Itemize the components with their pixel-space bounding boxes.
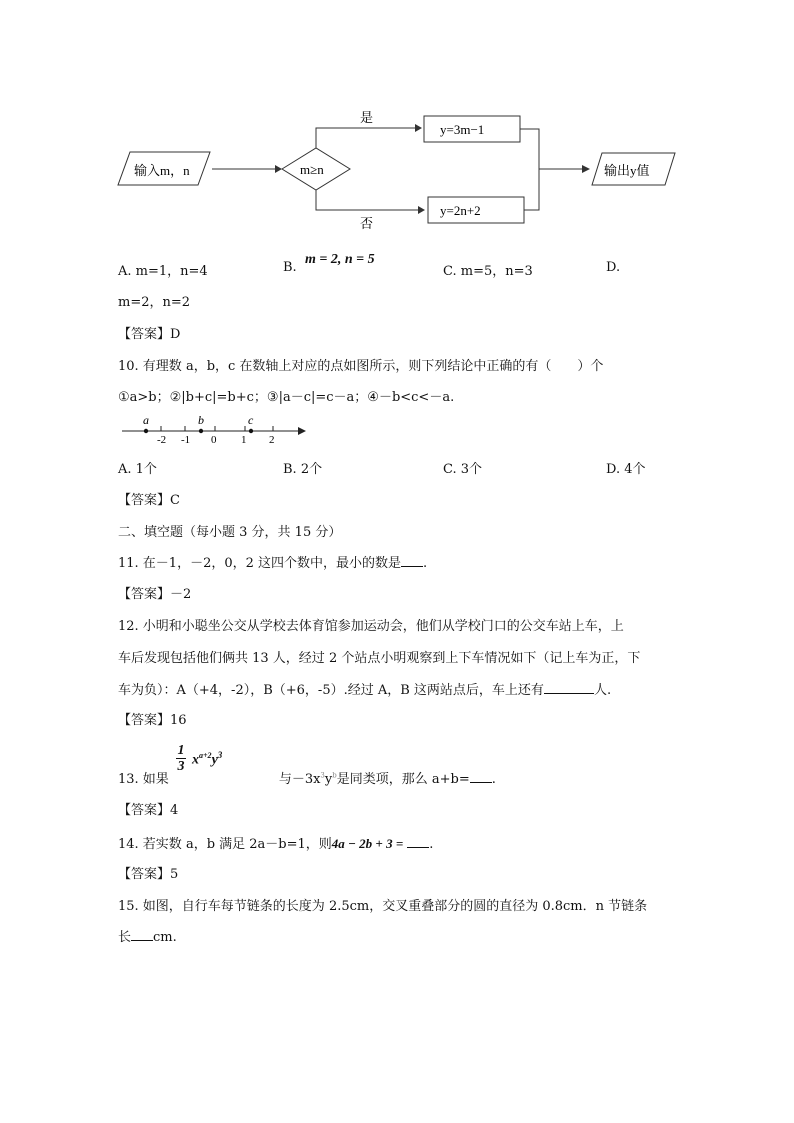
point-label: a [143,413,149,427]
q9-option-b-math: m = 2, n = 5 [305,252,375,267]
tick-label: 2 [269,434,275,446]
q10-option-c: C. 3个 [443,462,483,477]
point-label: c [248,413,254,427]
svg-text:y=2n+2: y=2n+2 [440,203,481,218]
q9-option-a: A. m=1，n=4 [118,264,208,279]
q9-answer: 【答案】D [118,327,181,342]
q9-option-d: D. [606,260,621,275]
svg-text:y=3m−1: y=3m−1 [440,122,485,137]
q12-answer: 【答案】16 [118,713,187,728]
q15-line1: 15. 如图，自行车每节链条的长度为 2.5cm，交叉重叠部分的圆的直径为 0.8cm．n 节链条 [118,899,648,914]
q12-line1: 12. 小明和小聪坐公交从学校去体育馆参加运动会，他们从学校门口的公交车站上车，上 [118,619,624,634]
q11-answer: 【答案】－2 [118,587,192,602]
section-heading: 二、填空题（每小题 3 分，共 15 分） [118,525,342,540]
output-label: 输出y值 [604,163,650,178]
q10-option-a: A. 1个 [118,462,157,477]
q15-line2: 长 cm. [118,930,177,945]
q14-stem: 14. 若实数 a，b 满足 2a－b=1，则4a − 2b + 3 = . [118,836,434,852]
input-label: 输入m，n [134,163,190,178]
document-page: 输入m，n m≥n 是 否 y=3m−1 y=2n+2 输出y值 A. m=1，n=4 B. m = 2, n = 5 C. m=5，n=3 D. m=2，n=2 【答案】D 10. 有理数 a，b，c 在数轴上对应的点如图所示，则下列结论中正确的有（ ）个 ①a>b；②|b+c|=b+c；③|a－c|=c－a；④－b<c<－a. -2 -1 0 1 2 a b c A. 1个 B. 2个 C. 3个 D. 4个 【答案】C 二、填空题（每小题 3 分，共 15 分） 11. 在－1，－2，0，2 这四个数中，最小的数是 . 【答案】－2 12. 小明和小聪坐公交从学校去体育馆参加运动会，他们从学校门口的公交车站上车，上 车后发现包括他们俩共 13 人，经过 2 个站点小明观察到上下车情况如下（记上车为正，下 车为负）：A（+4，-2），B（+6，-5）.经过 A，B 这两站点后，车上还有 人. 【答案】16 13. 如果 与$-3x^3y^b$是同类项，那么 a+b= . 1 3 $x^{a+2}y^3$ 【答案】4 14. 若实数 a，b 满足 2a－b=1，则4a − 2b + 3 = . 【答案】5 15. 如图，自行车每节链条的长度为 2.5cm，交叉重叠部分的圆的直径为 0.8cm．n 节链条 长 cm. [0,0,794,1123]
tick-label: 0 [211,434,217,446]
point-label: b [198,413,204,427]
q13-answer: 【答案】4 [118,803,179,818]
q10-stem: 10. 有理数 a，b，c 在数轴上对应的点如图所示，则下列结论中正确的有（ ）个 [118,359,604,374]
q9-option-c: C. m=5，n=3 [443,264,533,279]
point-c [249,429,253,433]
tick-label: 1 [241,434,247,446]
q12-line3: 车为负）：A（+4，-2），B（+6，-5）.经过 A，B 这两站点后，车上还有 人. [118,683,612,698]
q13-stem: 13. 如果 与$-3x^3y^b$是同类项，那么 a+b= . [118,771,496,787]
tick-label: -1 [181,434,191,446]
q12-line2: 车后发现包括他们俩共 13 人，经过 2 个站点小明观察到上下车情况如下（记上车为正，下 [118,651,641,666]
no-label: 否 [360,216,374,231]
q10-option-b: B. 2个 [283,462,323,477]
q10-option-d: D. 4个 [606,462,646,477]
number-line [118,410,318,446]
q11-stem: 11. 在－1，－2，0，2 这四个数中，最小的数是 . [118,556,428,571]
q14-answer: 【答案】5 [118,867,179,882]
q10-statements: ①a>b；②|b+c|=b+c；③|a－c|=c－a；④－b<c<－a. [118,390,455,405]
q13-math: 1 3 [177,743,185,774]
condition-label: m≥n [300,162,324,177]
yes-label: 是 [360,110,374,125]
flowchart [110,100,690,240]
q9-option-d-value: m=2，n=2 [118,295,191,310]
q9-option-b: B. [283,260,297,275]
point-a [144,429,148,433]
q10-answer: 【答案】C [118,493,180,508]
tick-label: -2 [157,434,167,446]
point-b [199,429,203,433]
